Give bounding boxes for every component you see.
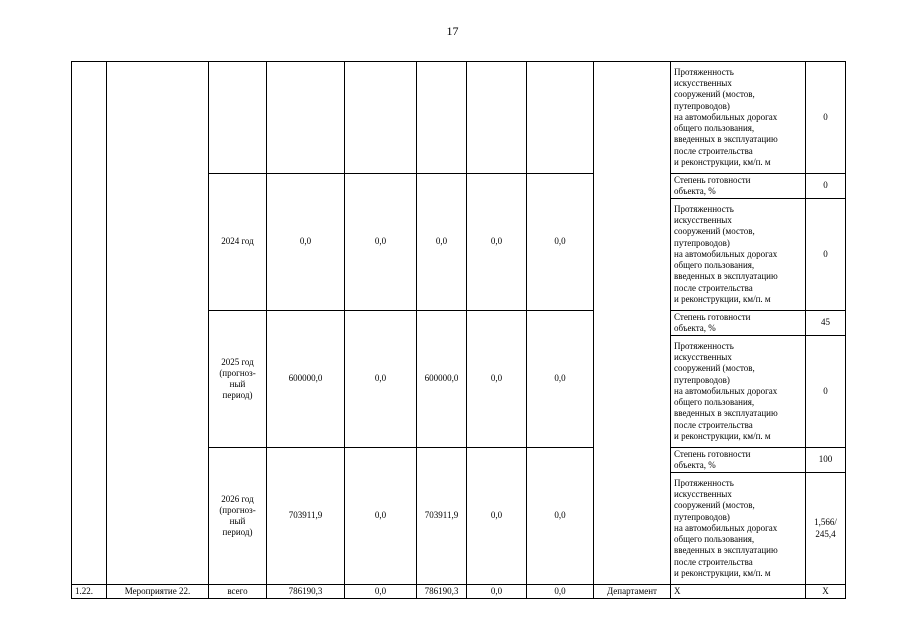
funding-cell: 0,0 (527, 585, 594, 599)
year-cell: 2026 год (прогноз- ный период) (209, 448, 267, 585)
total-cell: 786190,3 (267, 585, 345, 599)
funding-cell: 0,0 (345, 311, 417, 448)
value-cell: 0 (806, 62, 846, 174)
funding-cell: 0,0 (527, 448, 594, 585)
name-cell (107, 62, 209, 585)
year-cell: всего (209, 585, 267, 599)
indicator-cell: Протяженность искусственных сооружений (мостов, путепроводов) на автомобильных дорогах общего пользования, введенных в эксплуатацию после строительства и реконструкции, км/п. м (671, 199, 806, 311)
funding-cell: 0,0 (467, 585, 527, 599)
funding-cell: 786190,3 (417, 585, 467, 599)
page-number: 17 (446, 24, 459, 38)
value-cell: 0 (806, 336, 846, 448)
funding-cell: 0,0 (467, 311, 527, 448)
year-cell (209, 62, 267, 174)
value-cell: Х (806, 585, 846, 599)
executor-cell (594, 62, 671, 585)
funding-cell: 600000,0 (417, 311, 467, 448)
year-cell: 2024 год (209, 174, 267, 311)
indicator-cell: Протяженность искусственных сооружений (мостов, путепроводов) на автомобильных дорогах общего пользования, введенных в эксплуатацию после строительства и реконструкции, км/п. м (671, 473, 806, 585)
funding-cell: 0,0 (467, 174, 527, 311)
name-cell: Мероприятие 22. (107, 585, 209, 599)
funding-cell: 703911,9 (417, 448, 467, 585)
indicator-cell: Степень готовности объекта, % (671, 311, 806, 336)
value-cell: 0 (806, 199, 846, 311)
total-cell (267, 62, 345, 174)
indicator-cell: Степень готовности объекта, % (671, 174, 806, 199)
total-cell: 703911,9 (267, 448, 345, 585)
funding-cell: 0,0 (345, 585, 417, 599)
indicator-cell: Протяженность искусственных сооружений (мостов, путепроводов) на автомобильных дорогах общего пользования, введенных в эксплуатацию после строительства и реконструкции, км/п. м (671, 336, 806, 448)
table-row (72, 585, 846, 599)
year-cell: 2025 год (прогноз- ный период) (209, 311, 267, 448)
program-table (71, 61, 846, 599)
funding-cell (527, 62, 594, 174)
funding-cell: 0,0 (467, 448, 527, 585)
table-row (72, 62, 846, 174)
indicator-cell: Х (671, 585, 806, 599)
executor-cell: Департамент (594, 585, 671, 599)
indicator-cell: Степень готовности объекта, % (671, 448, 806, 473)
funding-cell (417, 62, 467, 174)
funding-cell: 0,0 (345, 448, 417, 585)
value-cell: 0 (806, 174, 846, 199)
value-cell: 45 (806, 311, 846, 336)
total-cell: 600000,0 (267, 311, 345, 448)
funding-cell (467, 62, 527, 174)
total-cell: 0,0 (267, 174, 345, 311)
funding-cell: 0,0 (345, 174, 417, 311)
funding-cell (345, 62, 417, 174)
indicator-cell: Протяженность искусственных сооружений (мостов, путепроводов) на автомобильных дорогах общего пользования, введенных в эксплуатацию после строительства и реконструкции, км/п. м (671, 62, 806, 174)
value-cell: 100 (806, 448, 846, 473)
funding-cell: 0,0 (527, 311, 594, 448)
funding-cell: 0,0 (417, 174, 467, 311)
funding-cell: 0,0 (527, 174, 594, 311)
number-cell (72, 62, 107, 585)
value-cell: 1,566/ 245,4 (806, 473, 846, 585)
number-cell: 1.22. (72, 585, 107, 599)
